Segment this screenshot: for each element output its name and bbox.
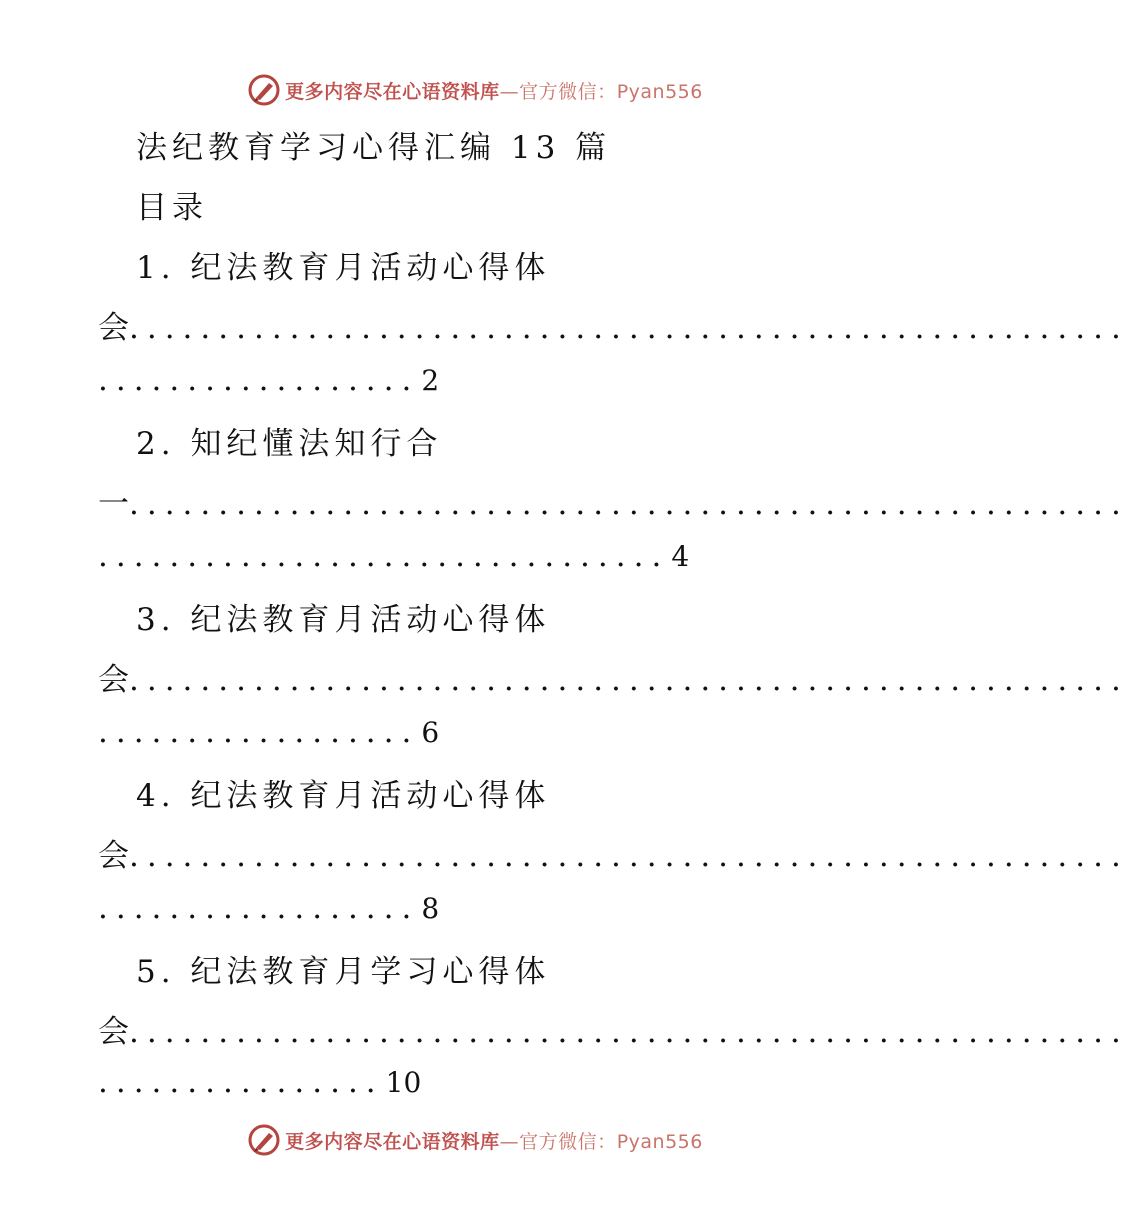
toc-entry-label: 纪法教育月活动心得体 bbox=[190, 778, 551, 814]
dot-leader: .................. bbox=[98, 714, 420, 750]
toc-entry-4-title[interactable] bbox=[136, 770, 550, 815]
dot-leader: ........................................................ bbox=[129, 1014, 1129, 1050]
toc-entry-number: 2. bbox=[136, 426, 176, 462]
banner-text bbox=[285, 1127, 703, 1154]
footer-banner bbox=[0, 1120, 950, 1160]
toc-entry-1-leader bbox=[98, 302, 1129, 347]
dot-leader: ........................................................ bbox=[129, 486, 1129, 522]
toc-entry-label: 纪法教育月活动心得体 bbox=[190, 250, 551, 286]
toc-entry-tail: 会 bbox=[98, 310, 129, 346]
banner-separator: —官方微信： bbox=[499, 1130, 617, 1153]
toc-entry-page-number[interactable]: 10 bbox=[385, 1066, 422, 1099]
toc-entry-page-number[interactable]: 8 bbox=[421, 892, 440, 925]
document-title: 法纪教育学习心得汇编 13 篇 bbox=[136, 130, 612, 166]
toc-entry-number: 3. bbox=[136, 602, 176, 638]
banner-wechat-id: Pyan556 bbox=[616, 1130, 703, 1153]
dot-leader: .................. bbox=[98, 890, 420, 926]
dot-leader: ........................................................ bbox=[129, 662, 1129, 698]
toc-entry-tail: 会 bbox=[98, 1014, 129, 1050]
banner-text bbox=[285, 77, 703, 104]
dot-leader: ................................ bbox=[98, 538, 670, 574]
dot-leader: ........................................................ bbox=[129, 838, 1129, 874]
toc-entry-1-title[interactable] bbox=[136, 242, 550, 287]
toc-entry-label: 知纪懂法知行合 bbox=[190, 426, 443, 462]
toc-entry-page-number[interactable]: 4 bbox=[671, 540, 690, 573]
toc-entry-2-page-line bbox=[98, 538, 689, 574]
dot-leader: ........................................................ bbox=[129, 310, 1129, 346]
toc-entry-page-number[interactable]: 2 bbox=[421, 364, 440, 397]
toc-heading: 目录 bbox=[136, 190, 208, 226]
dot-leader: .................. bbox=[98, 362, 420, 398]
toc-entry-2-leader bbox=[98, 478, 1129, 523]
toc-entry-page-number[interactable]: 6 bbox=[421, 716, 440, 749]
toc-entry-5-page-line bbox=[98, 1064, 421, 1100]
toc-entry-3-leader bbox=[98, 654, 1129, 699]
banner-separator: —官方微信： bbox=[499, 80, 617, 103]
toc-entry-label: 纪法教育月活动心得体 bbox=[190, 602, 551, 638]
toc-entry-1-page-line bbox=[98, 362, 439, 398]
toc-entry-3-title[interactable] bbox=[136, 594, 550, 639]
toc-entry-tail: 一 bbox=[98, 486, 129, 522]
toc-entry-number: 1. bbox=[136, 250, 176, 286]
toc-entry-2-title[interactable] bbox=[136, 418, 442, 463]
header-banner bbox=[0, 70, 950, 110]
banner-main: 更多内容尽在心语资料库 bbox=[285, 80, 500, 103]
toc-entry-3-page-line bbox=[98, 714, 439, 750]
toc-entry-5-leader bbox=[98, 1006, 1129, 1051]
toc-entry-label: 纪法教育月学习心得体 bbox=[190, 954, 551, 990]
pen-logo-icon bbox=[247, 73, 281, 107]
toc-entry-number: 5. bbox=[136, 954, 176, 990]
toc-entry-5-title[interactable] bbox=[136, 946, 550, 991]
toc-entry-tail: 会 bbox=[98, 838, 129, 874]
toc-entry-4-leader bbox=[98, 830, 1129, 875]
toc-entry-tail: 会 bbox=[98, 662, 129, 698]
banner-wechat-id: Pyan556 bbox=[616, 80, 703, 103]
toc-entry-4-page-line bbox=[98, 890, 439, 926]
dot-leader: ................ bbox=[98, 1064, 384, 1100]
banner-main: 更多内容尽在心语资料库 bbox=[285, 1130, 500, 1153]
pen-logo-icon bbox=[247, 1123, 281, 1157]
toc-entry-number: 4. bbox=[136, 778, 176, 814]
